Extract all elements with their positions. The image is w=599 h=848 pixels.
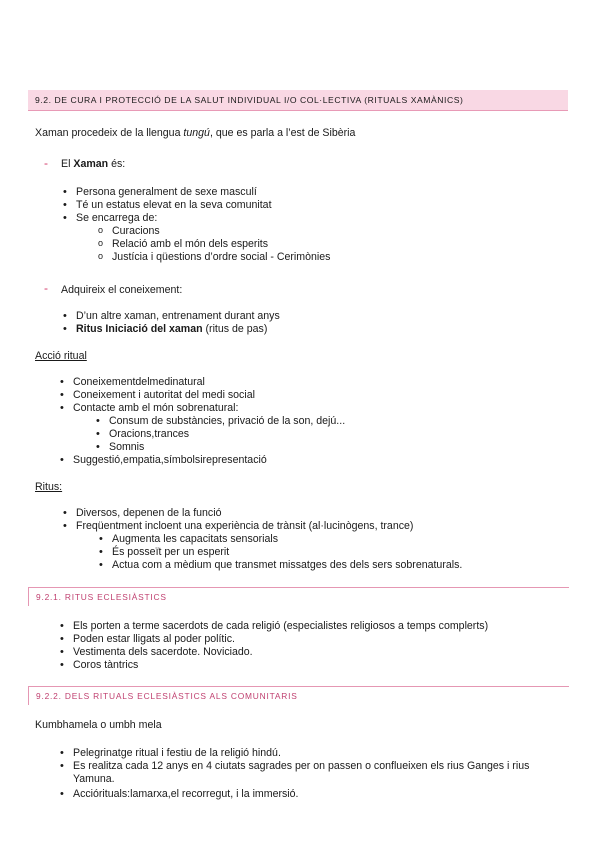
section-header-9-2-1 [28,587,569,606]
sub-list-item: o Curacions [112,225,160,238]
section-header-9-2 [28,90,568,111]
sub-list-item: • Augmenta les capacitats sensorials [112,533,278,546]
list-item-continuation: Yamuna. [73,773,115,785]
intro-text: Xaman procedeix de la llengua [35,127,184,139]
list-item: • Coneixementdelmedinatural [73,376,205,389]
list-item: • Persona generalment de sexe masculí [76,186,257,199]
ritus-title: Ritus: [35,481,63,493]
list-item: • Es realitza cada 12 anys en 4 ciutats sagrades per on passen o conflueixen els rius Ganges i rius [73,760,529,773]
intro-text-end: , que es parla a l’est de Sibèria [209,127,356,139]
ritus-iniciacio-rest: (ritus de pas) [202,323,268,335]
list-item: • Poden estar lligats al poder polític. [73,633,235,646]
dash-marker: - [44,281,48,295]
section-title: 9.2.2. DELS RITUALS ECLESIÀSTICS ALS COMUNITARIS [36,691,298,701]
list-item: • Acciórituals:lamarxa,el recorregut, i la immersió. [73,788,298,801]
kumbh-heading: Kumbhamela o umbh mela [35,719,162,731]
sub-list-item: • És posseït per un esperit [112,546,229,559]
dash-marker: - [44,156,48,170]
accio-ritual-title: Acció ritual [35,350,87,362]
section-title: 9.2.1. RITUS ECLESIÀSTICS [36,592,167,602]
list-item: • Té un estatus elevat en la seva comunitat [76,199,272,212]
list-item [76,323,267,336]
sub-list-item: • Oracions,trances [109,428,189,441]
list-item: • D’un altre xaman, entrenament durant anys [76,310,280,323]
list-item: • Suggestió,empatia,símbolsirepresentació [73,454,267,467]
coneixement-heading: Adquireix el coneixement: [61,284,183,296]
list-item: • Pelegrinatge ritual i festiu de la religió hindú. [73,747,281,760]
sub-list-item: • Actua com a mèdium que transmet missatges des dels sers sobrenaturals. [112,559,462,572]
list-item: • Coros tàntrics [73,659,138,672]
list-item: • Vestimenta dels sacerdote. Noviciado. [73,646,253,659]
sub-list-item: • Consum de substàncies, privació de la son, dejú... [109,415,345,428]
sub-list-item: o Justícia i qüestions d’ordre social - Cerimònies [112,251,330,264]
list-item: • Freqüentment incloent una experiència de trànsit (al·lucinògens, trance) [76,520,413,533]
xaman-heading [61,158,125,171]
xaman-bold: Xaman [73,158,109,170]
xaman-post: és: [108,158,126,170]
list-item: • Diversos, depenen de la funció [76,507,221,520]
section-title: 9.2. DE CURA I PROTECCIÓ DE LA SALUT INDIVIDUAL I/O COL·LECTIVA (RITUALS XAMÀNICS) [35,95,464,105]
list-item: • Se encarrega de: [76,212,157,225]
sub-list-item: o Relació amb el món dels esperits [112,238,268,251]
ritus-iniciacio-bold: Ritus Iniciació del xaman [76,323,203,335]
intro-paragraph [35,127,355,140]
list-item: • Els porten a terme sacerdots de cada religió (especialistes religiosos a temps complerts) [73,620,488,633]
list-item: • Coneixement i autoritat del medi social [73,389,255,402]
intro-italic: tungú [183,127,210,139]
xaman-pre: El [61,158,74,170]
list-item: • Contacte amb el món sobrenatural: [73,402,238,415]
sub-list-item: • Somnis [109,441,144,454]
section-header-9-2-2 [28,686,569,705]
